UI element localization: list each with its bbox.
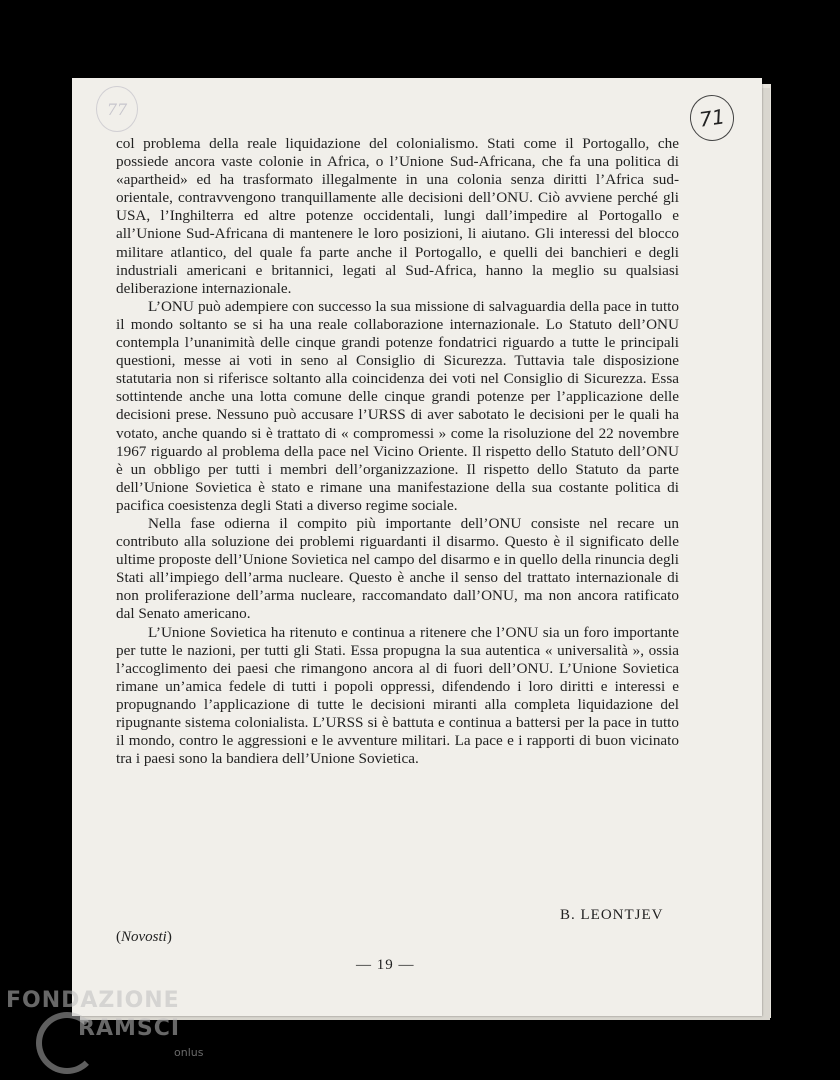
author-signature: B. LEONTJEV bbox=[560, 907, 664, 923]
paragraph-4: L’Unione Sovietica ha ritenuto e continua a ritenere che l’ONU sia un foro importante per tutte le nazioni, per tutti gli Stati. Essa propugna la sua autentica « universalità », ossia l’accoglimento dei paesi che rimangono ancora al di fuori dell’ONU. L’Unione Sovietica rimane un’amica fedele di tutti i popoli oppressi, difendendo i loro diritti e interessi e propugnando l’applicazione di tutte le decisioni miranti alla completa liquidazione del ripugnante sistema colonialista. L’URSS si è battuta e continua a battersi per la pace in tutto il mondo, contro le aggressioni e le avventure militari. La pace e i rapporti di buon vicinato tra i paesi sono la bandiera dell’Unione Sovietica. bbox=[116, 623, 679, 768]
paragraph-2: L’ONU può adempiere con successo la sua missione di salvaguardia della pace in tutto il mondo soltanto se si ha una reale collaborazione internazionale. Lo Statuto dell’ONU contempla l’unanimità delle cinque grandi potenze fondatrici riguardo a tutte le principali questioni, messe ai voti in seno al Consiglio di Sicurezza. Tuttavia tale disposizione statutaria non si riferisce soltanto alla coincidenza dei voti nel Consiglio di Sicurezza. Essa sottintende anche una lotta comune delle cinque grandi potenze per l’applicazione delle decisioni prese. Nessuno può accusare l’URSS di aver sabotato le decisioni per le quali ha votato, anche quando si è trattato di « compromessi » come la risoluzione del 22 novembre 1967 riguardo al problema della pace nel Vicino Oriente. Il rispetto dello Statuto dell’ONU è un obbligo per tutti i membri dell’organizzazione. Il rispetto dello Statuto da parte dell’Unione Sovietica è stato e rimane una manifestazione della sua costante politica di pacifica coesistenza degli Stati a diverso regime sociale. bbox=[116, 297, 679, 514]
source-close-paren: ) bbox=[166, 929, 172, 945]
page-stamp: 71 bbox=[687, 92, 737, 144]
source-credit bbox=[116, 929, 172, 946]
page-number: — 19 — bbox=[356, 957, 415, 973]
paragraph-1: col problema della reale liquidazione del colonialismo. Stati come il Portogallo, che possiede ancora vaste colonie in Africa, o l’Unione Sud-Africana, che fa una politica di «apartheid» ed ha trasformato illegalmente in una colonia senza diritti l’Africa sud-orientale, contravvengono tranquillamente alle decisioni dell’ONU. Ciò avviene perché gli USA, l’Inghilterra ed altre potenze occidentali, lungi dall’impedire al Portogallo e all’Unione Sud-Africana di mantenere le loro posizioni, li aiutano. Gli interessi del blocco militare atlantico, del quale fa parte anche il Portogallo, e quelli dei banchieri e degli industriali americani e britannici, legati al Sud-Africa, hanno la meglio su qualsiasi deliberazione internazionale. bbox=[116, 135, 679, 297]
watermark-line-2: RAMSCI bbox=[78, 1016, 181, 1041]
source-name: Novosti bbox=[121, 929, 167, 945]
watermark-line-1: FONDAZIONE bbox=[6, 988, 180, 1013]
paragraph-3: Nella fase odierna il compito più importante dell’ONU consiste nel recare un contributo alla soluzione dei problemi riguardanti il disarmo. Questo è il significato delle ultime proposte dell’Unione Sovietica nel campo del disarmo e in quello della rinuncia degli Stati all’impiego dell’arma nucleare. Questo è anche il senso del trattato internazionale di non proliferazione dell’arma nucleare, raccomandato dall’ONU, ma non ancora ratificato dal Senato americano. bbox=[116, 514, 679, 623]
watermark-line-3: onlus bbox=[174, 1046, 204, 1059]
faded-stamp: 77 bbox=[96, 86, 138, 132]
article-body bbox=[116, 135, 679, 768]
watermark-logo bbox=[6, 988, 216, 1078]
source-open-paren: ( bbox=[116, 929, 121, 945]
